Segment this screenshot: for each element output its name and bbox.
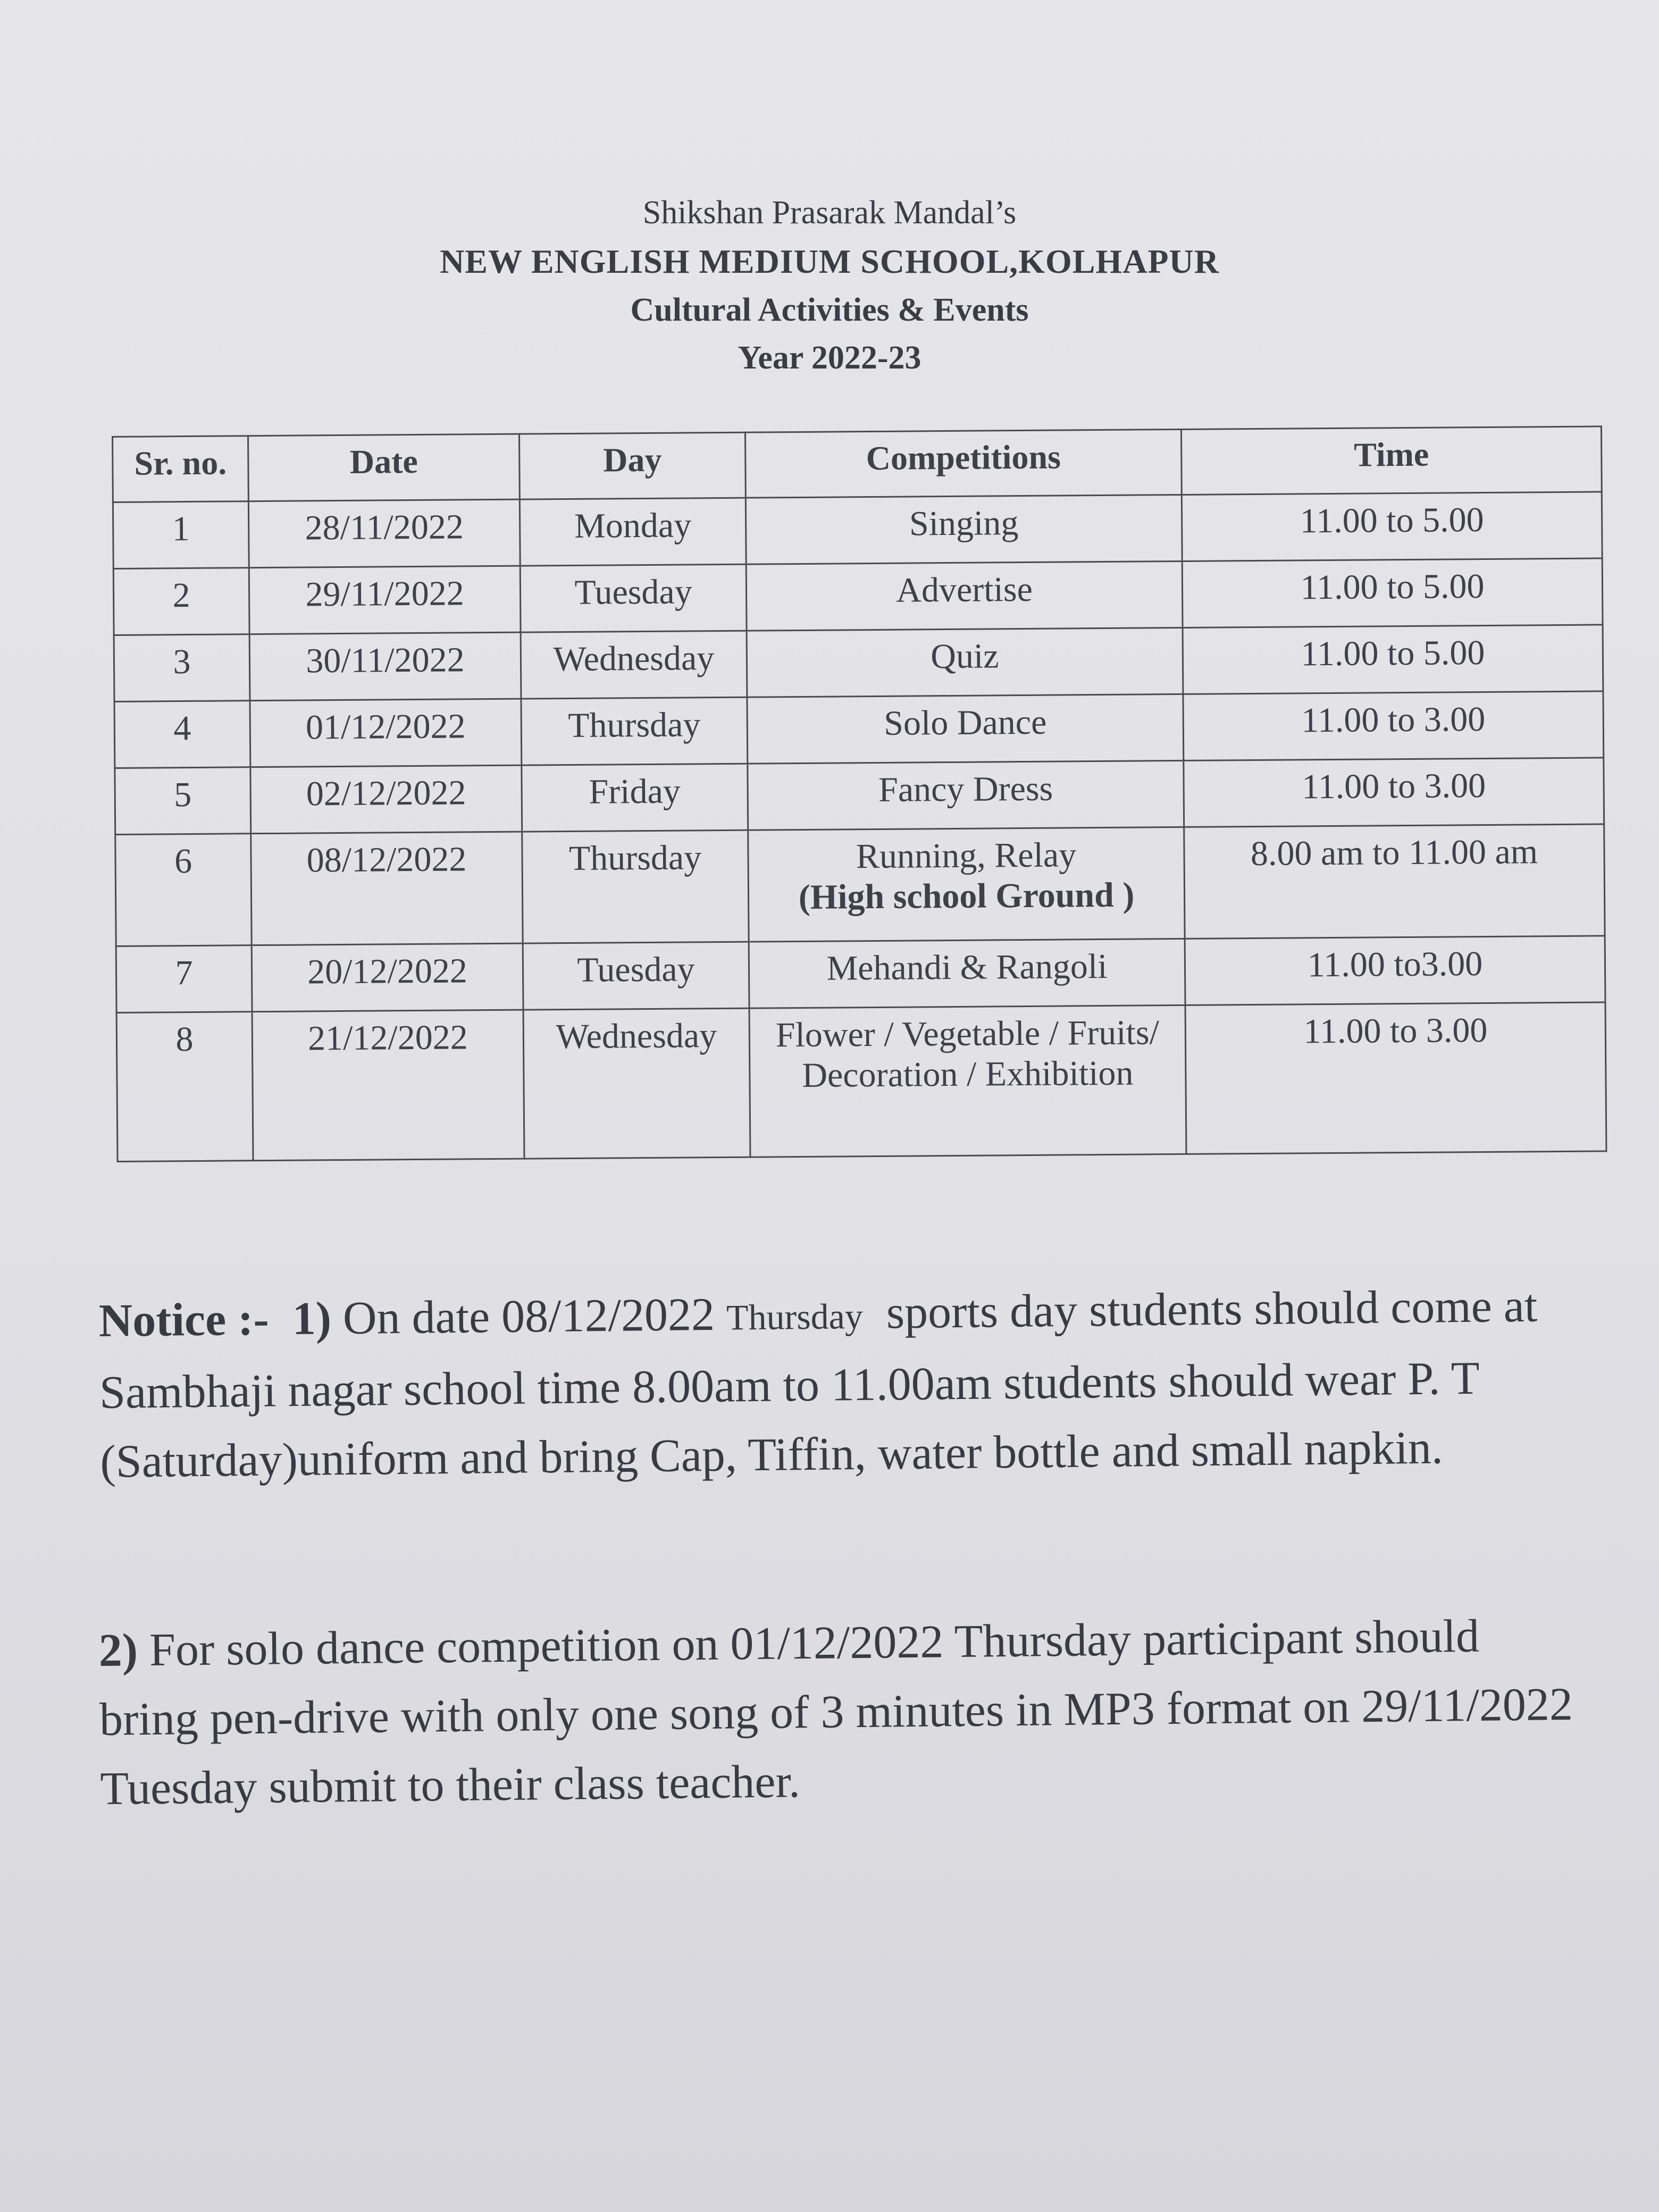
cell-date: 30/11/2022 bbox=[249, 632, 521, 701]
cell-day: Wednesday bbox=[523, 1008, 750, 1159]
table-row bbox=[113, 558, 1603, 635]
cell-time: 11.00 to3.00 bbox=[1185, 936, 1605, 1006]
cell-time: 11.00 to 3.00 bbox=[1183, 691, 1604, 761]
table-row bbox=[116, 936, 1605, 1013]
notice-1-text: sports day students should come at Sambhaji nagar school time 8.00am to 11.00am students should wear P. T (Saturday)uniform and bring Cap, Tiffin, water bottle and small napkin. bbox=[99, 1280, 1538, 1488]
cell-date: 01/12/2022 bbox=[250, 699, 522, 767]
table-row bbox=[113, 492, 1602, 569]
competition-venue: (High school Ground ) bbox=[798, 875, 1135, 917]
cell-day: Friday bbox=[522, 764, 748, 832]
table-header-row bbox=[113, 426, 1602, 502]
cell-time: 11.00 to 5.00 bbox=[1183, 625, 1603, 694]
cell-time: 8.00 am to 11.00 am bbox=[1184, 824, 1605, 939]
cell-day: Thursday bbox=[522, 830, 749, 943]
table-row bbox=[114, 625, 1603, 702]
notice-2-text: For solo dance competition on 01/12/2022 Thursday participant should bring pen-drive with only one song of 3 minutes in MP3 format on 29/11/2022 Tuesday submit to their class teacher. bbox=[99, 1610, 1573, 1815]
table-row bbox=[115, 758, 1604, 835]
cell-date: 02/12/2022 bbox=[250, 765, 522, 834]
cell-sr: 7 bbox=[116, 945, 252, 1013]
header-time: Time bbox=[1181, 426, 1602, 495]
academic-year: Year 2022-23 bbox=[738, 340, 921, 376]
cell-competition: Singing bbox=[745, 495, 1182, 564]
cell-competition: Mehandi & Rangoli bbox=[749, 939, 1185, 1008]
cell-time: 11.00 to 3.00 bbox=[1185, 1002, 1606, 1154]
notice-1-number: 1) bbox=[292, 1293, 332, 1345]
competition-name: Running, Relay bbox=[856, 835, 1077, 876]
cell-competition: Solo Dance bbox=[747, 694, 1184, 764]
table-row bbox=[116, 1002, 1606, 1162]
cell-time: 11.00 to 3.00 bbox=[1184, 758, 1604, 827]
cell-date: 20/12/2022 bbox=[252, 943, 523, 1012]
notice-1-date: On date 08/12/2022 bbox=[342, 1288, 715, 1345]
cell-sr: 3 bbox=[114, 634, 250, 702]
notice-1 bbox=[98, 1271, 1579, 1497]
cell-sr: 4 bbox=[114, 701, 250, 768]
header-day: Day bbox=[519, 432, 745, 499]
notice-label: Notice :- bbox=[98, 1293, 270, 1347]
header-competitions: Competitions bbox=[745, 429, 1182, 498]
cell-date: 21/12/2022 bbox=[252, 1010, 524, 1161]
table-row bbox=[114, 691, 1604, 768]
cell-competition: Advertise bbox=[746, 561, 1183, 631]
cell-date: 08/12/2022 bbox=[251, 832, 523, 945]
cell-competition: Fancy Dress bbox=[748, 760, 1184, 830]
cell-sr: 8 bbox=[116, 1012, 253, 1162]
cell-competition bbox=[748, 827, 1185, 942]
notice-2-number: 2) bbox=[98, 1624, 138, 1677]
cell-competition: Quiz bbox=[747, 627, 1183, 697]
cell-time: 11.00 to 5.00 bbox=[1182, 558, 1603, 628]
society-name: Shikshan Prasarak Mandal’s bbox=[642, 195, 1017, 231]
cell-day: Thursday bbox=[521, 697, 748, 765]
cell-date: 28/11/2022 bbox=[248, 499, 520, 568]
events-schedule-table bbox=[112, 425, 1607, 1162]
header-sr-no: Sr. no. bbox=[113, 436, 249, 502]
header-date: Date bbox=[248, 434, 520, 501]
cell-sr: 2 bbox=[113, 568, 249, 635]
cell-day: Tuesday bbox=[520, 564, 747, 632]
cell-sr: 5 bbox=[115, 767, 251, 835]
cell-day: Monday bbox=[520, 498, 746, 566]
cell-date: 29/11/2022 bbox=[249, 566, 521, 634]
table-row bbox=[115, 824, 1605, 946]
cell-day: Wednesday bbox=[521, 631, 747, 699]
cell-sr: 1 bbox=[113, 501, 249, 569]
cell-competition: Flower / Vegetable / Fruits/ Decoration / Exhibition bbox=[749, 1005, 1186, 1157]
cell-day: Tuesday bbox=[523, 942, 749, 1010]
school-name: NEW ENGLISH MEDIUM SCHOOL,KOLHAPUR bbox=[440, 242, 1219, 280]
document-subtitle: Cultural Activities & Events bbox=[630, 292, 1029, 328]
cell-time: 11.00 to 5.00 bbox=[1182, 492, 1602, 562]
notice-2 bbox=[98, 1601, 1579, 1824]
cell-sr: 6 bbox=[115, 834, 252, 946]
notice-1-day: Thursday bbox=[726, 1295, 864, 1338]
